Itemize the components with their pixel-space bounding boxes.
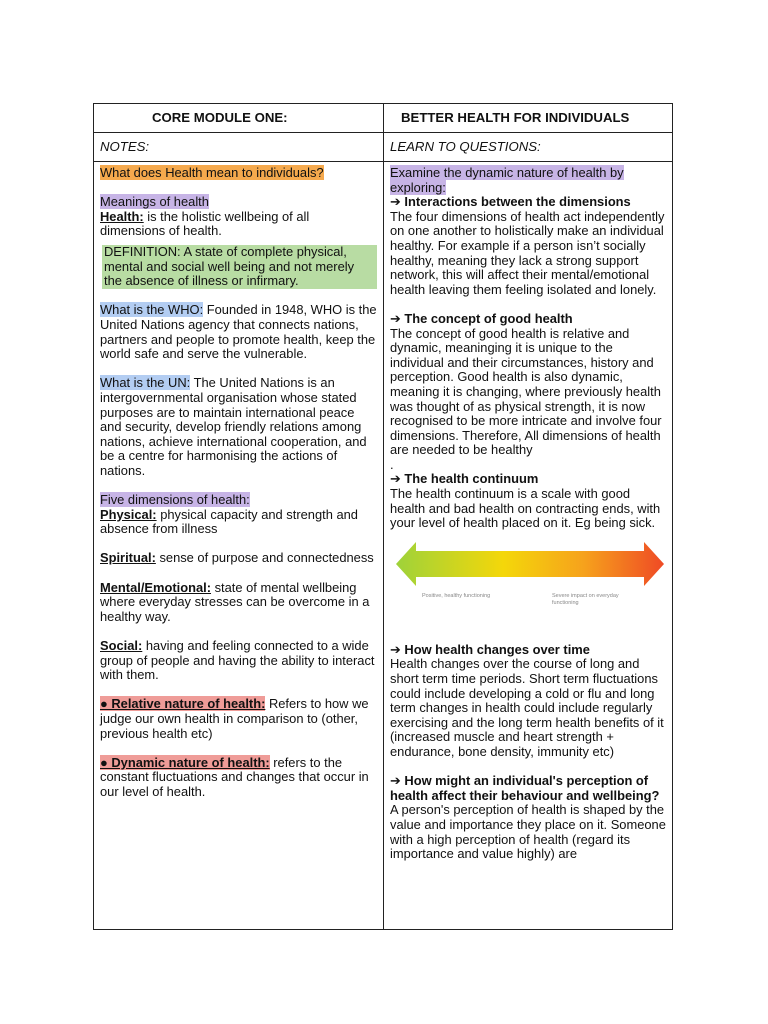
heading-good-health: ➔ The concept of good health <box>390 310 573 326</box>
who-text: Founded in 1948, WHO is the United Nations agency that connects nations, partners and people to promote health, keep the world safe and serve the vulnerable. <box>100 302 377 362</box>
mental-text: state of mental wellbeing where everyday stresses can be overcome in a healthy way. <box>100 579 370 624</box>
continuum-label-left: Positive, healthy functioning <box>422 592 491 599</box>
questions-intro: Examine the dynamic nature of health by exploring: <box>390 165 624 195</box>
spiritual-term: Spiritual: <box>100 550 156 566</box>
para-perception: A person's perception of health is shaped by the value and importance they place on it. Someone with a high perception of health (regard its importance and value highly) are <box>390 802 666 862</box>
header-right: BETTER HEALTH FOR INDIVIDUALS <box>401 110 630 125</box>
un-term: What is the UN: <box>100 375 191 391</box>
para-changes: Health changes over the course of long and short term time periods. Short term fluctuations could include developing a cold or flu and long term changes in health could include regularly exercising and the long term health benefits of it (increased muscle and heart strength + endurance, bone density, immunity etc) <box>390 656 664 759</box>
health-question: What does Health mean to individuals? <box>100 165 324 180</box>
stray-dot: . <box>390 456 394 472</box>
health-term: Health: <box>100 208 144 224</box>
para-interactions: The four dimensions of health act independently on one another to holistically make an individual healthy. For example if a person isn’t socially healthy, meaning they lack a strong support network, this will affect their mental/emotional health leaving them feeling isolated and lonely. <box>390 208 665 297</box>
dimensions-title: Five dimensions of health: <box>100 492 250 508</box>
dynamic-term: ● Dynamic nature of health: <box>100 754 270 770</box>
header-left: CORE MODULE ONE: <box>152 110 288 125</box>
continuum-label-right: Severe impact on everyday functioning <box>552 592 619 606</box>
physical-text: physical capacity and strength and absence from illness <box>100 506 358 537</box>
social-term: Social: <box>100 638 143 653</box>
health-continuum-figure <box>390 537 666 617</box>
para-continuum: The health continuum is a scale with good health and bad health on contracting ends, with your level of health placed on it. Eg being sick. <box>390 486 661 531</box>
health-continuum-arrow <box>390 537 666 593</box>
para-good-health: The concept of good health is relative and dynamic, meaninging it is unique to the individual and their circumstances, history and perception. Good health is also dynamic, meaning it is changing, where previously health was thought of as physical strength, it is now recognised to be more intricate and involve four dimensions. Therefore, All dimensions of health are needed to be healthy <box>390 325 662 458</box>
spiritual-text: sense of purpose and connectedness <box>155 550 374 566</box>
column-divider <box>383 104 384 929</box>
heading-continuum: ➔ The health continuum <box>390 471 539 487</box>
physical-term: Physical: <box>100 506 157 522</box>
questions-column <box>390 166 666 862</box>
un-text: The United Nations is an intergovernmental organisation whose stated purposes are to maintain international peace and security, develop friendly relations among nations, achieve international cooperation, and be a centre for harmonising the actions of nations. <box>100 375 367 478</box>
notes-column <box>100 166 377 814</box>
heading-interactions: ➔ Interactions between the dimensions <box>390 194 631 210</box>
health-text: is the holistic wellbeing of all dimensions of health. <box>100 208 310 239</box>
who-term: What is the WHO: <box>100 302 204 318</box>
meanings-title: Meanings of health <box>100 194 209 210</box>
questions-heading: LEARN TO QUESTIONS: <box>390 139 541 154</box>
notes-table <box>93 103 673 930</box>
heading-perception: ➔ How might an individual's perception of health affect their behaviour and wellbeing? <box>390 773 660 803</box>
relative-text: Refers to how we judge our own health in comparison to (other, previous health etc) <box>100 696 369 741</box>
notes-heading: NOTES: <box>100 139 150 154</box>
heading-changes: ➔ How health changes over time <box>390 641 590 657</box>
dynamic-text: refers to the constant fluctuations and changes that occur in our level of health. <box>100 754 369 799</box>
relative-term: ● Relative nature of health: <box>100 696 266 712</box>
mental-term: Mental/Emotional: <box>100 579 212 595</box>
social-text: having and feeling connected to a wide group of people and having the ability to interact with them. <box>100 638 375 683</box>
definition: DEFINITION: A state of complete physical, mental and social well being and not merely the absence of illness or infirmary. <box>102 245 377 289</box>
